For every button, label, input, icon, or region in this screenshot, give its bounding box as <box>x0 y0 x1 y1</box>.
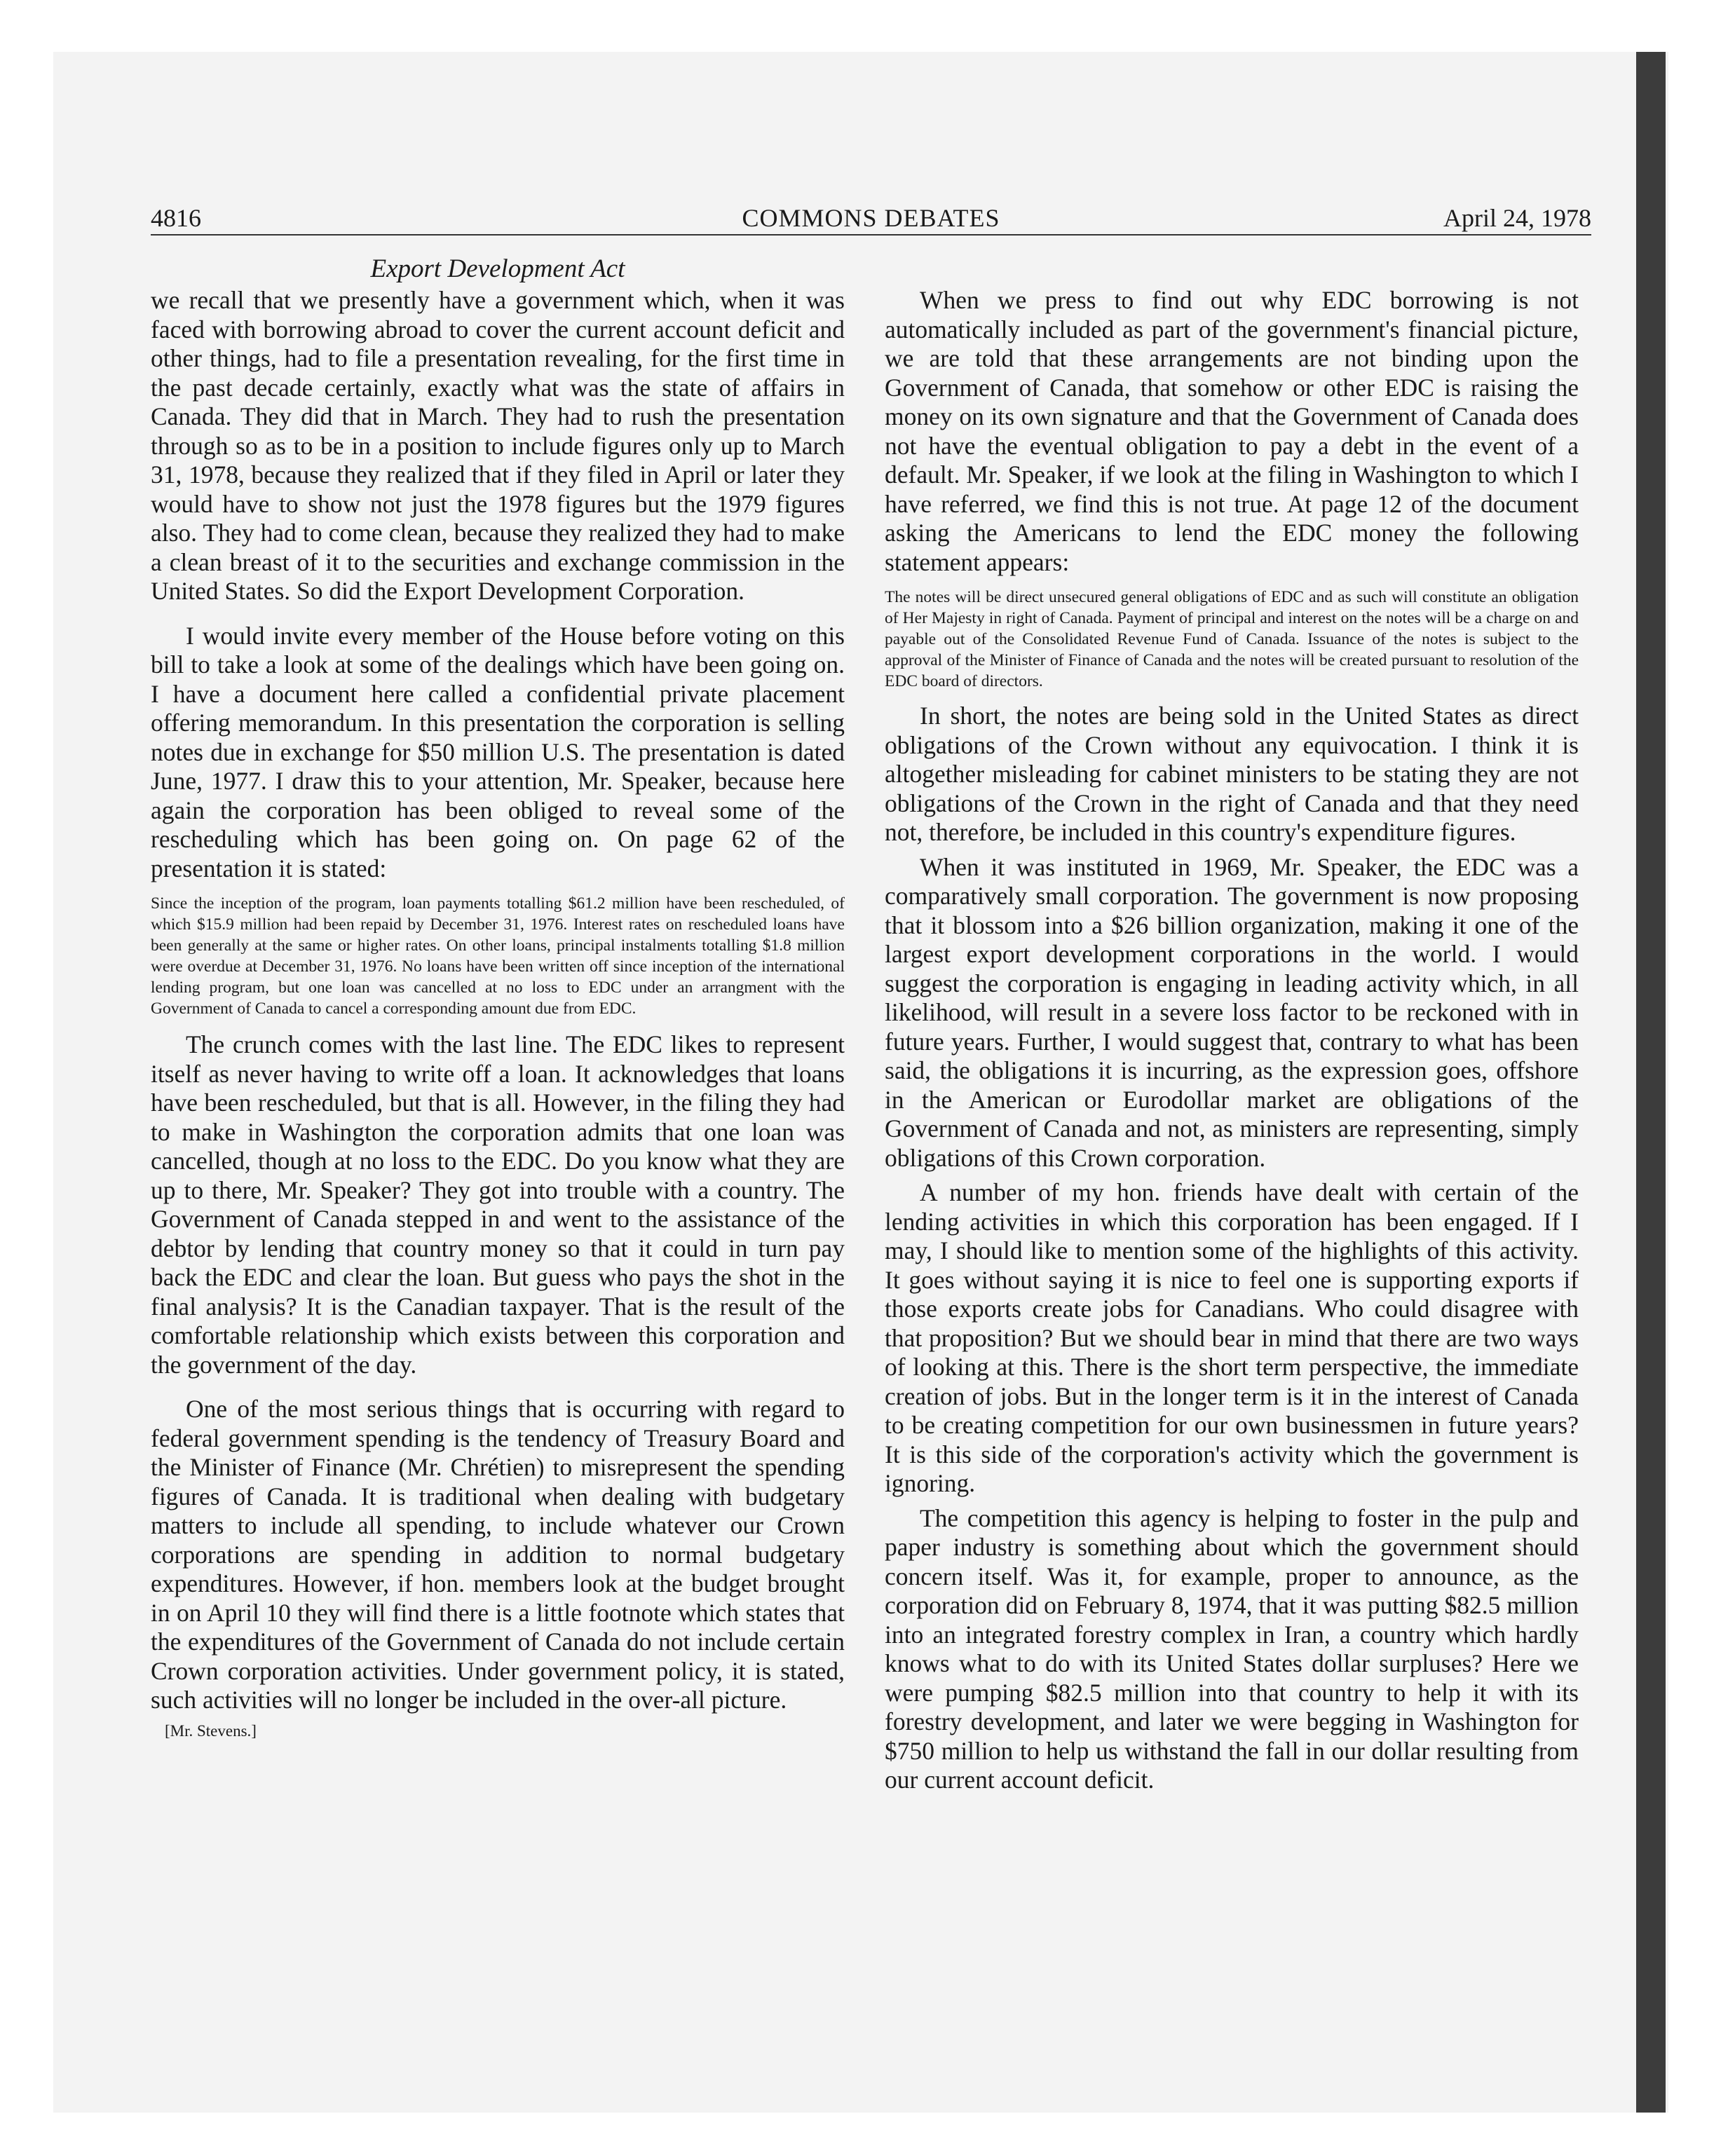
paragraph: One of the most serious things that is occurring with regard to federal government spending is the tendency of Treasury Board and the Minister of Finance (Mr. Chrétien) to misrepresent the spending figures of Canada. It is traditional when dealing with budgetary matters to include all spending, to include whatever our Crown corporations are spending in addition to normal budgetary expenditures. However, if hon. members look at the budget brought in on April 10 they will find there is a little footnote which states that the expenditures of the Government of Canada do not include certain Crown corporation activities. Under government policy, it is stated, such activities will no longer be included in the over-all picture. <box>151 1395 845 1714</box>
scan-edge-bar <box>1636 52 1666 2113</box>
paragraph: I would invite every member of the House before voting on this bill to take a look at some of the dealings which have been going on. I have a document here called a confidential private placement offering memorandum. In this presentation the corporation is selling notes due in exchange for $50 million U.S. The presentation is dated June, 1977. I draw this to your attention, Mr. Speaker, because here again the corporation has been obliged to reveal some of the rescheduling which has been going on. On page 62 of the presentation it is stated: <box>151 621 845 882</box>
page-date: April 24, 1978 <box>1443 204 1591 232</box>
right-column <box>885 286 1579 1795</box>
left-column <box>151 286 845 1740</box>
speaker-note: [Mr. Stevens.] <box>165 1721 257 1740</box>
paragraph: In short, the notes are being sold in the United States as direct obligations of the Crown without any equivocation. I think it is altogether misleading for cabinet ministers to be stating they are not obligations of the Crown in the right of Canada and that they need not, therefore, be included in this country's expenditure figures. <box>885 702 1579 846</box>
paragraph: A number of my hon. friends have dealt with certain of the lending activities in which this corporation has been engaged. If I may, I should like to mention some of the highlights of this activity. It goes without saying it is nice to feel one is supporting exports if those exports create jobs for Canadians. Who could disagree with that proposition? But we should bear in mind that there are two ways of looking at this. There is the short term perspective, the immediate creation of jobs. But in the longer term is it in the interest of Canada to be creating competition for our own businessmen in future years? It is this side of the corporation's activity which the government is ignoring. <box>885 1178 1579 1497</box>
section-title: Export Development Act <box>370 254 625 283</box>
paragraph: we recall that we presently have a government which, when it was faced with borrowing abroad to cover the current account deficit and other things, had to file a presentation revealing, for the first time in the past decade certainly, exactly what was the state of affairs in Canada. They did that in March. They had to rush the presentation through so as to be in a position to include figures only up to March 31, 1978, because they realized that if they filed in April or later they would have to show not just the 1978 figures but the 1979 figures also. They had to come clean, because they realized they had to make a clean breast of it to the securities and exchange commission in the United States. So did the Export Development Corporation. <box>151 286 845 605</box>
paragraph: When it was instituted in 1969, Mr. Speaker, the EDC was a comparatively small corporation. The government is now proposing that it blossom into a $26 billion organization, making it one of the largest export development corporations in the world. I would suggest the corporation is engaging in leading activity which, in all likelihood, will result in a severe loss factor to be reckoned with in future years. Further, I would suggest that, contrary to what has been said, the obligations it is incurring, as the expression goes, offshore in the American or Eurodollar market are obligations of the Government of Canada and not, as ministers are representing, simply obligations of this Crown corporation. <box>885 852 1579 1172</box>
paragraph: The crunch comes with the last line. The EDC likes to represent itself as never having to write off a loan. It acknowledges that loans have been rescheduled, but that is all. However, in the filing they had to make in Washington the corporation admits that one loan was cancelled, though at no loss to the EDC. Do you know what they are up to there, Mr. Speaker? They got into trouble with a country. The Government of Canada stepped in and went to the assistance of the debtor by lending that country money so that it could in turn pay back the EDC and clear the loan. But guess who pays the shot in the final analysis? It is the Canadian taxpayer. That is the result of the comfortable relationship which exists between this corporation and the government of the day. <box>151 1030 845 1379</box>
paragraph: When we press to find out why EDC borrowing is not automatically included as part of the government's financial picture, we are told that these arrangements are not binding upon the Government of Canada, that somehow or other EDC is raising the money on its own signature and that the Government of Canada does not have the eventual obligation to pay a debt in the event of a default. Mr. Speaker, if we look at the filing in Washington to which I have referred, we find this is not true. At page 12 of the document asking the Americans to lend the EDC money the following statement appears: <box>885 286 1579 576</box>
page-header <box>151 203 1591 236</box>
block-quote: Since the inception of the program, loan payments totalling $61.2 million have been rescheduled, of which $15.9 million had been repaid by December 31, 1976. Interest rates on rescheduled loans have been generally at the same or higher rates. On other loans, principal instalments totalling $1.8 million were overdue at December 31, 1976. No loans have been written off since inception of the international lending program, but one loan was cancelled at no loss to EDC under an arrangment with the Government of Canada to cancel a corresponding amount due from EDC. <box>151 894 845 1018</box>
block-quote: The notes will be direct unsecured general obligations of EDC and as such will constitute an obligation of Her Majesty in right of Canada. Payment of principal and interest on the notes will be a charge on and payable out of the Consolidated Revenue Fund of Canada. Issuance of the notes is subject to the approval of the Minister of Finance of Canada and the notes will be created pursuant to resolution of the EDC board of directors. <box>885 588 1579 690</box>
publication-title: COMMONS DEBATES <box>742 204 1000 232</box>
page-number: 4816 <box>151 204 201 232</box>
paragraph: The competition this agency is helping to foster in the pulp and paper industry is something about which the government should concern itself. Was it, for example, proper to announce, as the corporation did on February 8, 1974, that it was putting $82.5 million into an integrated forestry complex in Iran, a country which hardly knows what to do with its United States dollar surpluses? Here we were pumping $82.5 million into that country to help it with its forestry development, and later we were begging in Washington for $750 million to help us withstand the fall in our dollar resulting from our current account deficit. <box>885 1503 1579 1794</box>
